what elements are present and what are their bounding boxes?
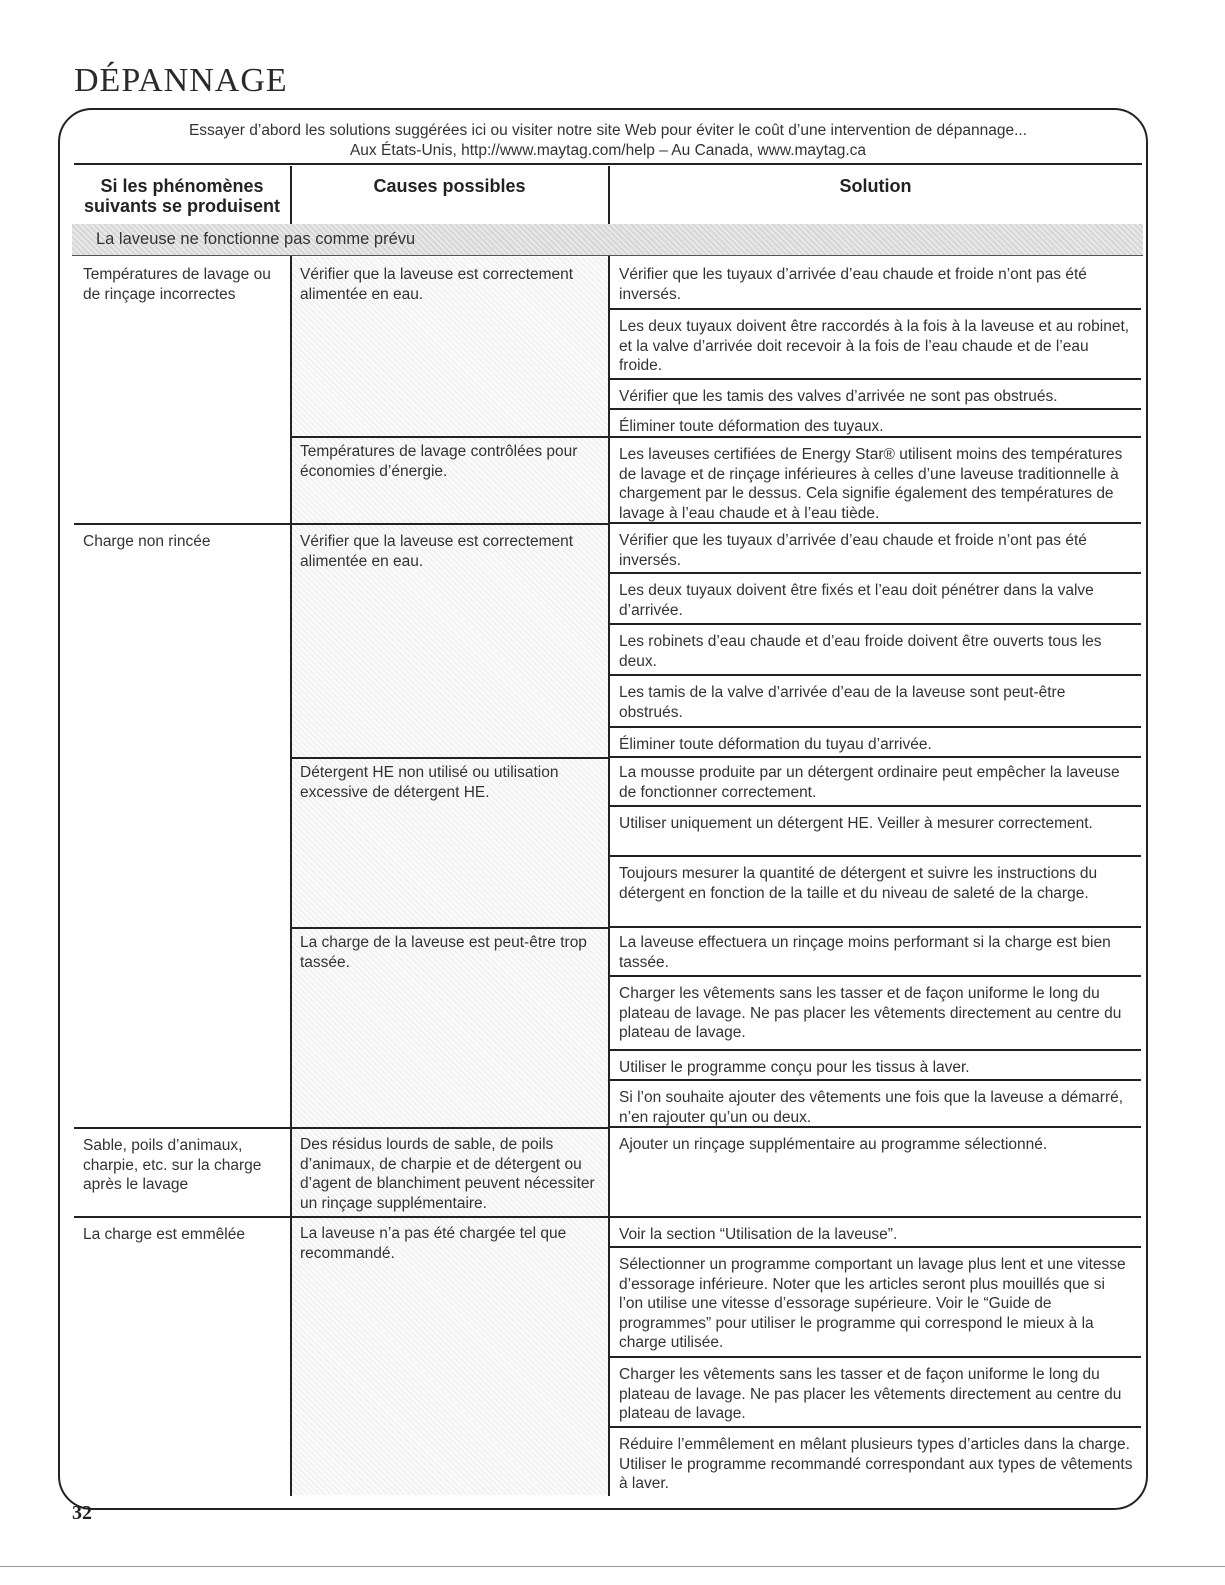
- page-title: DÉPANNAGE: [74, 62, 288, 99]
- solution-cell: Vérifier que les tuyaux d’arrivée d’eau chaude et froide n’ont pas été inversés.: [610, 258, 1141, 310]
- phenomenon-cell: Températures de lavage ou de rinçage incorrectes: [83, 266, 271, 303]
- phenomenon-cell: Sable, poils d’animaux, charpie, etc. sur la charge après le lavage: [83, 1137, 262, 1193]
- cause-cell: La charge de la laveuse est peut-être trop tassée.: [300, 934, 587, 971]
- solution-cell: Utiliser uniquement un détergent HE. Veiller à mesurer correctement.: [610, 807, 1141, 857]
- solution-cell: Charger les vêtements sans les tasser et de façon uniforme le long du plateau de lavage. Ne pas placer les vêtements directement au centre du plateau de lavage.: [610, 977, 1141, 1051]
- solution-cell: Vérifier que les tuyaux d’arrivée d’eau chaude et froide n’ont pas été inversés.: [610, 524, 1141, 574]
- solution-cell: Éliminer toute déformation des tuyaux.: [610, 410, 1141, 438]
- section-heading: [72, 224, 1143, 256]
- cause-cell: Températures de lavage contrôlées pour économies d’énergie.: [300, 443, 578, 480]
- solution-cell: La laveuse effectuera un rinçage moins performant si la charge est bien tassée.: [610, 926, 1141, 977]
- solution-cell: Toujours mesurer la quantité de détergent et suivre les instructions du détergent en fonction de la taille et du niveau de saleté de la charge.: [610, 857, 1141, 928]
- intro-line-1: Essayer d’abord les solutions suggérées ici ou visiter notre site Web pour éviter le coût d’une intervention de dépannage...: [188, 122, 1028, 139]
- intro-line-2: Aux États-Unis, http://www.maytag.com/help – Au Canada, www.maytag.ca: [349, 142, 867, 159]
- solution-cell: Voir la section “Utilisation de la laveuse”.: [610, 1218, 1141, 1248]
- header-causes: Causes possibles: [373, 176, 526, 196]
- section-heading-label: La laveuse ne fonctionne pas comme prévu: [96, 230, 416, 248]
- solution-cell: Les tamis de la valve d’arrivée d’eau de la laveuse sont peut-être obstrués.: [610, 676, 1141, 728]
- cause-cell: Vérifier que la laveuse est correctement alimentée en eau.: [300, 266, 574, 303]
- header-phenomena: Si les phénomènes suivants se produisent: [83, 176, 281, 216]
- solution-cell: Les deux tuyaux doivent être fixés et l’eau doit pénétrer dans la valve d’arrivée.: [610, 574, 1141, 625]
- cause-cell: Des résidus lourds de sable, de poils d’animaux, de charpie et de détergent ou d’agent de blanchiment peuvent nécessiter un rinçage supplémentaire.: [300, 1136, 595, 1212]
- phenomenon-cell: La charge est emmêlée: [83, 1226, 245, 1243]
- phenomenon-cell: Charge non rincée: [83, 533, 211, 550]
- solution-cell: Les robinets d’eau chaude et d’eau froide doivent être ouverts tous les deux.: [610, 625, 1141, 676]
- divider: [608, 166, 610, 224]
- solution-cell: Éliminer toute déformation du tuyau d’arrivée.: [610, 728, 1141, 758]
- solution-cell: Les laveuses certifiées de Energy Star® utilisent moins des températures de lavage et de rinçage inférieures à celles d’une laveuse traditionnelle à chargement par le dessus. Cela signifie également des températures de lavage à l’eau chaude et à l’eau tiède.: [610, 438, 1141, 524]
- divider: [290, 166, 292, 224]
- solution-cell: Réduire l’emmêlement en mêlant plusieurs types d’articles dans la charge. Utiliser le programme recommandé correspondant aux types de vêtements à laver.: [619, 1436, 1133, 1492]
- cause-cell: Détergent HE non utilisé ou utilisation excessive de détergent HE.: [300, 764, 559, 801]
- solution-cell: Charger les vêtements sans les tasser et de façon uniforme le long du plateau de lavage. Ne pas placer les vêtements directement au centre du plateau de lavage.: [610, 1358, 1141, 1428]
- cause-cell: La laveuse n’a pas été chargée tel que recommandé.: [300, 1225, 567, 1262]
- page-number: 32: [72, 1502, 92, 1524]
- solution-cell: Sélectionner un programme comportant un lavage plus lent et une vitesse d’essorage inférieure. Noter que les articles seront plus mouillés que si l’on utilise une vitesse d’essorage supérieure. Voir le “Guide de programmes” pour utiliser le programme qui correspond le mieux à la charge utilisée.: [610, 1248, 1141, 1358]
- solution-cell: La mousse produite par un détergent ordinaire peut empêcher la laveuse de fonctionner correctement.: [610, 756, 1141, 807]
- solution-cell: Utiliser le programme conçu pour les tissus à laver.: [610, 1051, 1141, 1081]
- solution-cell: Vérifier que les tamis des valves d’arrivée ne sont pas obstrués.: [610, 380, 1141, 410]
- intro-text: [74, 121, 1142, 161]
- solution-cell: Si l’on souhaite ajouter des vêtements une fois que la laveuse a démarré, n’en rajouter qu’un ou deux.: [610, 1081, 1141, 1128]
- divider: [0, 1566, 1225, 1567]
- cause-cell: Vérifier que la laveuse est correctement alimentée en eau.: [300, 533, 574, 570]
- header-solution: Solution: [839, 176, 912, 196]
- solution-cell: Ajouter un rinçage supplémentaire au programme sélectionné.: [610, 1128, 1141, 1218]
- divider: [74, 163, 1142, 165]
- solution-cell: Les deux tuyaux doivent être raccordés à la fois à la laveuse et au robinet, et la valve d’arrivée doit recevoir à la fois de l’eau chaude et de l’eau froide.: [610, 310, 1141, 380]
